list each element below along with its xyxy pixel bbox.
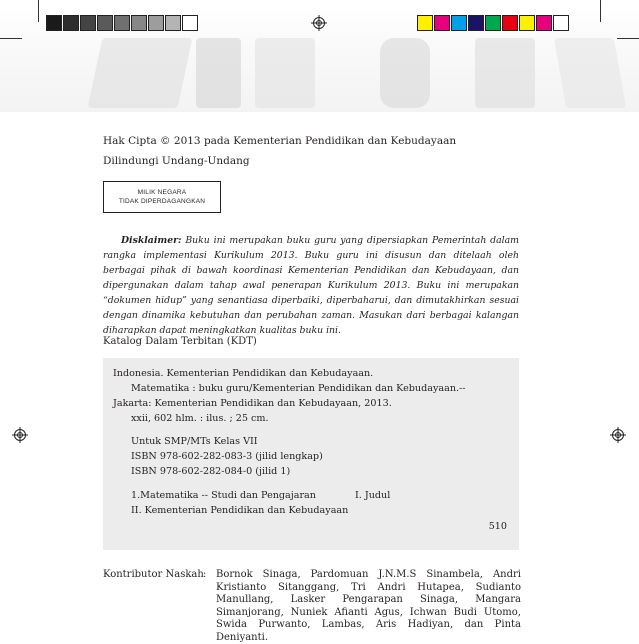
contributors-colon: : [203,569,207,580]
kdt-line: Jakarta: Kementerian Pendidikan dan Kebudayaan, 2013. [113,398,392,409]
copyright-line: Hak Cipta © 2013 pada Kementerian Pendidikan dan Kebudayaan [103,135,457,147]
decor-bag-image [380,38,430,108]
registration-mark-icon [12,427,28,443]
kdt-line: Matematika : buku guru/Kementerian Pendidikan dan Kebudayaan.-- [131,383,466,394]
swatch [182,15,198,31]
swatch [46,15,62,31]
contributors-block [103,569,521,643]
disclaimer-label: Disklaimer: [121,235,182,246]
stamp-line-2: TIDAK DIPERDAGANGKAN [118,198,206,205]
swatch [468,15,484,31]
decor-calculator-image [196,38,241,108]
swatch [97,15,113,31]
kdt-line: II. Kementerian Pendidikan dan Kebudayaan [131,505,349,516]
stamp-line-1: MILIK NEGARA [137,189,187,196]
kdt-line: 1.Matematika -- Studi dan Pengajaran [131,490,316,501]
crop-mark-top-right-v [600,0,601,22]
kdt-line: ISBN 978-602-282-084-0 (jilid 1) [131,466,291,477]
swatch [536,15,552,31]
decor-box-image [255,38,315,108]
kdt-line: xxii, 602 hlm. : ilus. ; 25 cm. [131,413,269,424]
kdt-call-number: 510 [488,521,507,532]
swatch [553,15,569,31]
swatch [148,15,164,31]
swatch [131,15,147,31]
grayscale-colorbar [46,15,199,31]
crop-mark-top-right-h [617,38,639,39]
swatch [114,15,130,31]
decor-books-image [475,38,535,108]
swatch [80,15,96,31]
protected-line: Dilindungi Undang-Undang [103,155,250,167]
registration-mark-icon [311,15,327,31]
swatch [451,15,467,31]
disclaimer-paragraph [103,233,519,338]
swatch [502,15,518,31]
contributors-names: Bornok Sinaga, Pardomuan J.N.M.S Sinambela, Andri Kristianto Sitanggang, Tri Andri Hutapea, Sudianto Manullang, Lasker Pengarapan Sinaga, Mangara Simanjorang, Nuniek Afianti Agus, Ichwan Budi Utomo, Swida Purwanto, Lambas, Aris Hadiyan, dan Pinta Deniyanti. [216,569,521,643]
disclaimer-text: Buku ini merupakan buku guru yang dipersiapkan Pemerintah dalam rangka implementasi Kurikulum 2013. Buku guru ini disusun dan ditelaah oleh berbagai pihak di bawah koordinasi Kementerian Pendidikan dan Kebudayaan, dan dipergunakan dalam tahap awal penerapan Kurikulum 2013. Buku ini merupakan “dokumen hidup” yang senantiasa diperbaiki, diperbaharui, dan dimutakhirkan sesuai dengan dinamika kebutuhan dan perubahan zaman. Masukan dari berbagai kalangan diharapkan dapat meningkatkan kualitas buku ini. [103,235,519,336]
crop-mark-top-left-h [0,38,22,39]
swatch [519,15,535,31]
decor-ruler-image [88,38,193,108]
swatch [63,15,79,31]
kdt-line: Untuk SMP/MTs Kelas VII [131,436,258,447]
katalog-label: Katalog Dalam Terbitan (KDT) [103,336,257,347]
swatch [417,15,433,31]
kdt-line: ISBN 978-602-282-083-3 (jilid lengkap) [131,451,323,462]
decor-scroll-image [554,38,626,108]
swatch [434,15,450,31]
swatch [165,15,181,31]
copyright-block [103,131,456,171]
state-property-stamp [103,181,221,213]
registration-mark-icon [610,427,626,443]
contributors-label: Kontributor Naskah [103,569,204,580]
swatch [485,15,501,31]
kdt-line: Indonesia. Kementerian Pendidikan dan Kebudayaan. [113,368,374,379]
kdt-box [103,358,519,550]
kdt-line: I. Judul [355,490,391,501]
crop-mark-top-left-v [38,0,39,22]
cmyk-colorbar [417,15,570,31]
